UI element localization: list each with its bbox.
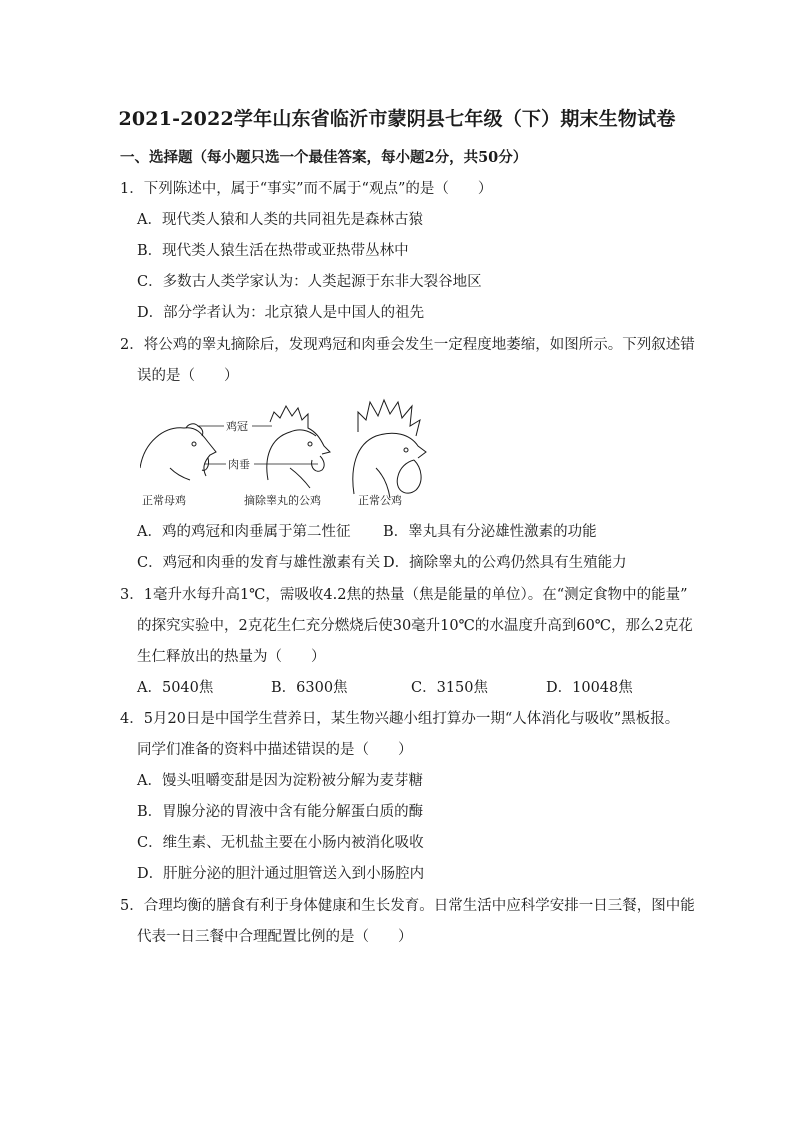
normal-rooster-caption: 正常公鸡 bbox=[358, 494, 402, 507]
question-4-option-a[interactable]: A．馒头咀嚼变甜是因为淀粉被分解为麦芽糖 bbox=[137, 773, 423, 789]
question-3-stem-line-1: 3．1毫升水每升高1℃，需吸收4.2焦的热量（焦是能量的单位）。在“测定食物中的能量” bbox=[120, 587, 688, 603]
question-1-option-c[interactable]: C．多数古人类学家认为：人类起源于东非大裂谷地区 bbox=[137, 274, 482, 290]
question-2-option-a[interactable]: A．鸡的鸡冠和肉垂属于第二性征 bbox=[137, 524, 351, 540]
question-1-option-d[interactable]: D．部分学者认为：北京猿人是中国人的祖先 bbox=[137, 305, 425, 321]
question-1-stem: 1．下列陈述中，属于“事实”而不属于“观点”的是（ ） bbox=[120, 181, 493, 197]
comb-label: 鸡冠 bbox=[226, 420, 248, 433]
section-heading: 一、选择题（每小题只选一个最佳答案，每小题2分，共50分） bbox=[120, 149, 528, 166]
question-3-stem-line-3: 生仁释放出的热量为（ ） bbox=[137, 649, 326, 665]
question-4-option-d[interactable]: D．肝脏分泌的胆汁通过胆管送入到小肠腔内 bbox=[137, 866, 425, 882]
question-4-option-b[interactable]: B．胃腺分泌的胃液中含有能分解蛋白质的酶 bbox=[137, 804, 424, 820]
question-5-stem-line-2: 代表一日三餐中合理配置比例的是（ ） bbox=[137, 929, 413, 945]
question-3-option-c[interactable]: C．3150焦 bbox=[411, 680, 488, 696]
question-3-option-d[interactable]: D．10048焦 bbox=[546, 680, 633, 696]
question-2-option-c[interactable]: C．鸡冠和肉垂的发育与雄性激素有关 bbox=[137, 555, 381, 571]
castrated-rooster-caption: 摘除睾丸的公鸡 bbox=[244, 494, 321, 507]
normal-rooster-head-drawing bbox=[353, 400, 426, 498]
wattle-label: 肉垂 bbox=[228, 458, 250, 471]
hen-caption: 正常母鸡 bbox=[142, 494, 186, 507]
question-4-stem-line-1: 4．5月20日是中国学生营养日，某生物兴趣小组打算办一期“人体消化与吸收”黑板报。 bbox=[120, 711, 680, 727]
question-1-option-b[interactable]: B．现代类人猿生活在热带或亚热带丛林中 bbox=[137, 243, 409, 259]
hen-head-drawing bbox=[140, 424, 216, 480]
question-4-stem-line-2: 同学们准备的资料中描述错误的是（ ） bbox=[137, 742, 413, 758]
question-2-stem-line-2: 误的是（ ） bbox=[137, 368, 239, 384]
question-4-option-c[interactable]: C．维生素、无机盐主要在小肠内被消化吸收 bbox=[137, 835, 424, 851]
question-3-stem-line-2: 的探究实验中，2克花生仁充分燃烧后使30毫升10℃的水温度升高到60℃，那么2克花 bbox=[137, 618, 693, 634]
question-2-option-d[interactable]: D．摘除睾丸的公鸡仍然具有生殖能力 bbox=[383, 555, 627, 571]
question-3-option-a[interactable]: A．5040焦 bbox=[137, 680, 214, 696]
page-title: 2021-2022学年山东省临沂市蒙阴县七年级（下）期末生物试卷 bbox=[118, 108, 676, 130]
question-3-option-b[interactable]: B．6300焦 bbox=[271, 680, 348, 696]
question-2-stem-line-1: 2．将公鸡的睾丸摘除后，发现鸡冠和肉垂会发生一定程度地萎缩，如图所示。下列叙述错 bbox=[120, 337, 695, 353]
rooster-comb-figure bbox=[140, 398, 440, 508]
question-2-option-b[interactable]: B．睾丸具有分泌雄性激素的功能 bbox=[383, 524, 597, 540]
question-1-option-a[interactable]: A．现代类人猿和人类的共同祖先是森林古猿 bbox=[137, 212, 423, 228]
castrated-rooster-head-drawing bbox=[267, 406, 330, 488]
question-5-stem-line-1: 5．合理均衡的膳食有利于身体健康和生长发育。日常生活中应科学安排一日三餐，图中能 bbox=[120, 898, 695, 914]
